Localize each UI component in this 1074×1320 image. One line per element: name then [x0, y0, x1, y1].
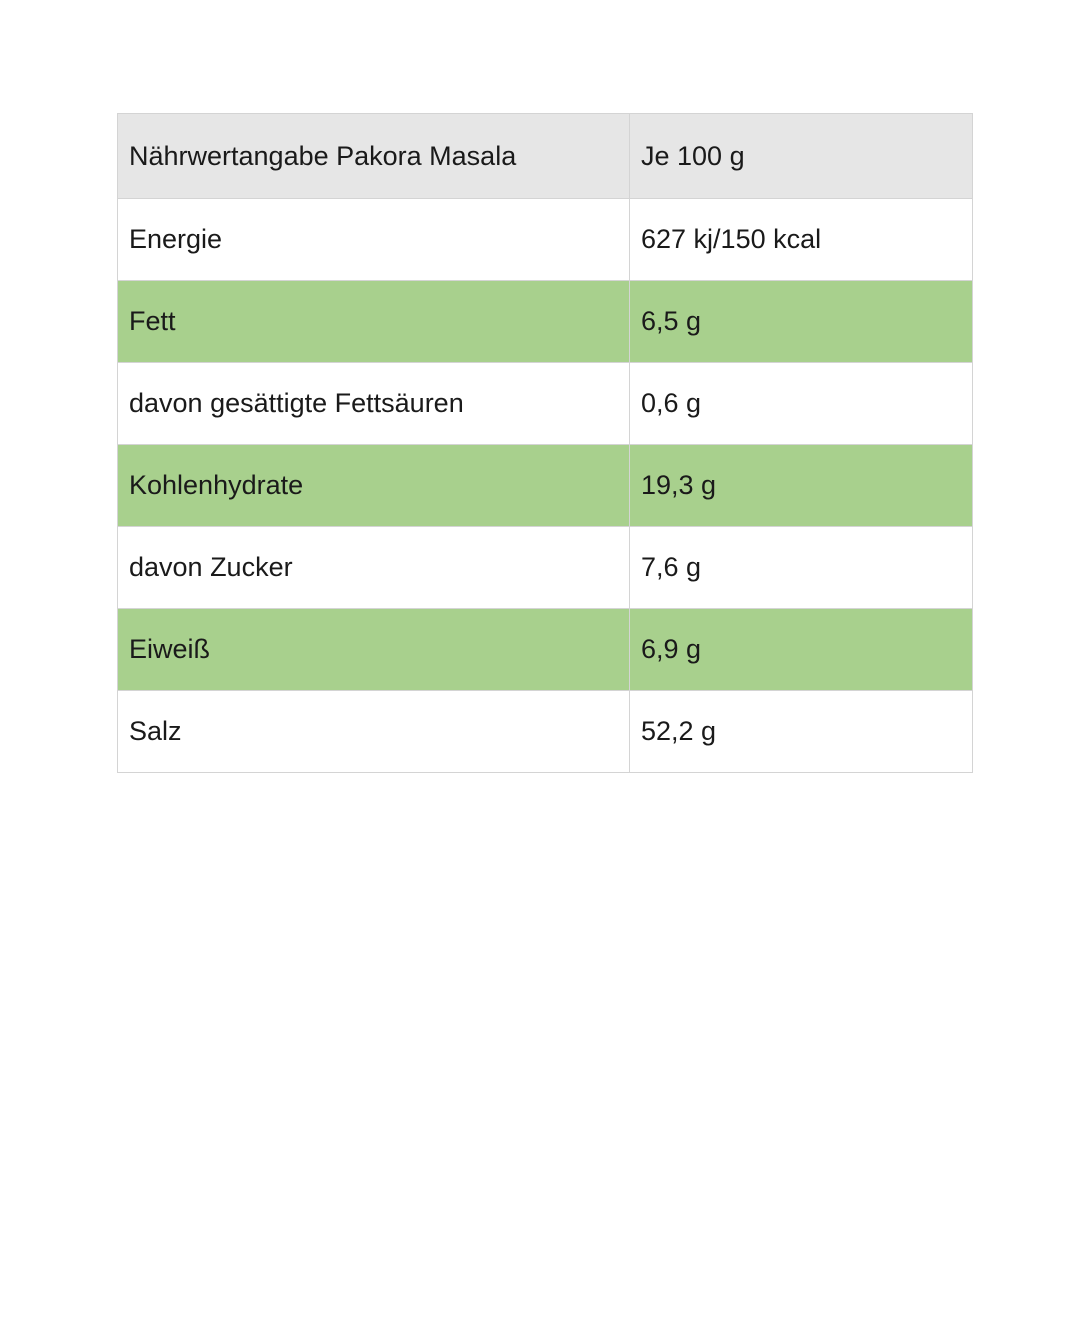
row-value-energie: 627 kj/150 kcal [630, 199, 973, 281]
row-value-gesaettigte-fettsaeuren: 0,6 g [630, 363, 973, 445]
header-value-cell: Je 100 g [630, 114, 973, 199]
row-label-gesaettigte-fettsaeuren: davon gesättigte Fettsäuren [118, 363, 630, 445]
nutrition-table [117, 113, 973, 773]
row-value-salz: 52,2 g [630, 691, 973, 773]
table-header-row [118, 114, 973, 199]
row-value-kohlenhydrate: 19,3 g [630, 445, 973, 527]
row-label-zucker: davon Zucker [118, 527, 630, 609]
table-row [118, 199, 973, 281]
header-label-cell: Nährwertangabe Pakora Masala [118, 114, 630, 199]
table-row [118, 609, 973, 691]
row-label-eiweiss: Eiweiß [118, 609, 630, 691]
row-label-fett: Fett [118, 281, 630, 363]
row-value-fett: 6,5 g [630, 281, 973, 363]
table-row [118, 527, 973, 609]
table-row [118, 445, 973, 527]
row-value-eiweiss: 6,9 g [630, 609, 973, 691]
row-label-salz: Salz [118, 691, 630, 773]
table-row [118, 363, 973, 445]
table-row [118, 691, 973, 773]
row-label-kohlenhydrate: Kohlenhydrate [118, 445, 630, 527]
row-label-energie: Energie [118, 199, 630, 281]
row-value-zucker: 7,6 g [630, 527, 973, 609]
table-row [118, 281, 973, 363]
